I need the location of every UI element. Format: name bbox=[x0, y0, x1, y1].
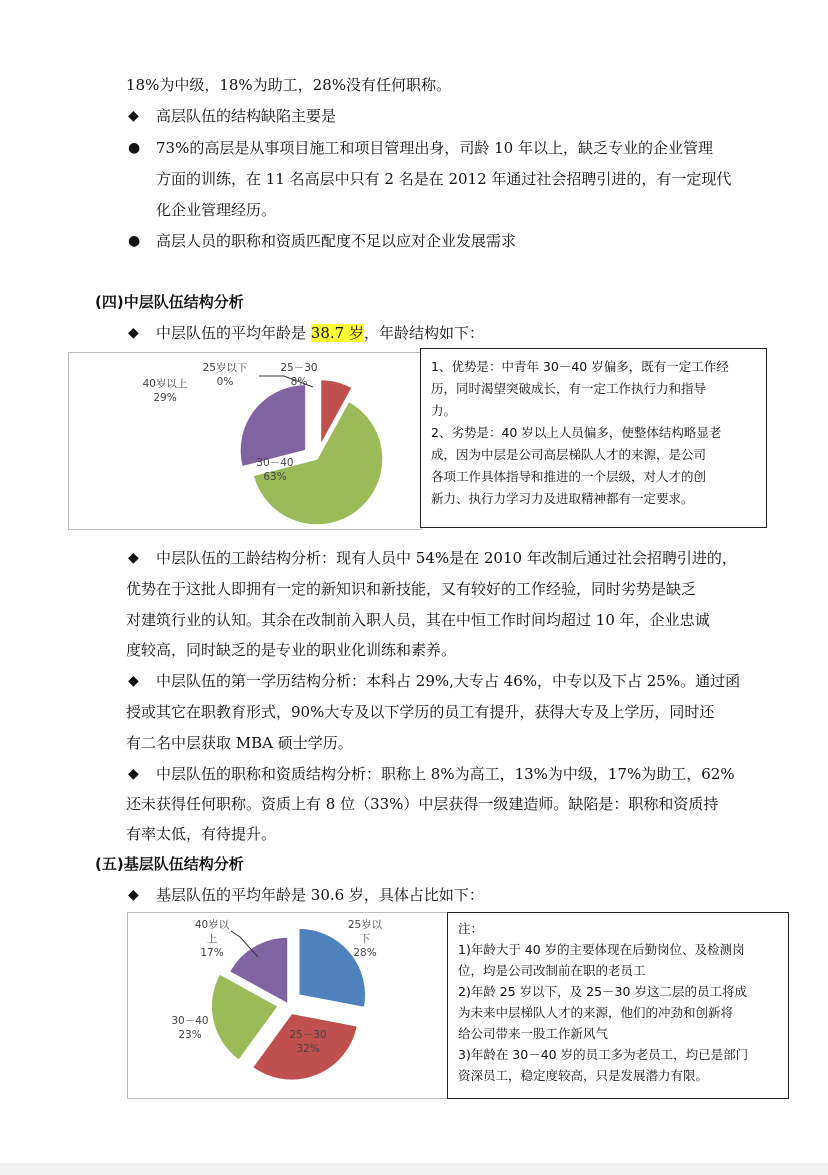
section-heading: (五)基层队伍结构分析 bbox=[95, 855, 244, 873]
note-line: 各项工作具体指导和推进的一个层级，对人才的创 bbox=[431, 469, 707, 484]
diamond-bullet-icon: ◆ bbox=[128, 108, 139, 124]
note-line: 力。 bbox=[431, 403, 457, 418]
pie-data-label: 25－30 32% bbox=[289, 1029, 327, 1055]
intro-text: 中层队伍的平均年龄是 bbox=[156, 324, 311, 342]
diamond-bullet-icon: ◆ bbox=[128, 766, 139, 782]
dot-bullet-icon: ● bbox=[128, 140, 141, 156]
note-line: 给公司带来一股工作新风气 bbox=[458, 1026, 609, 1041]
pie-data-label: 40岁以上 17% bbox=[194, 919, 230, 959]
paragraph-line: 中层队伍的工龄结构分析：现有人员中 54%是在 2010 年改制后通过社会招聘引进的， bbox=[156, 549, 737, 567]
paragraph-line: 对建筑行业的认知。其余在改制前入职人员，其在中恒工作时间均超过 10 年，企业忠诚 bbox=[126, 611, 710, 629]
note-line: 2、劣势是：40 岁以上人员偏多，使整体结构略显老 bbox=[431, 425, 722, 440]
paragraph-line: 授或其它在职教育形式，90%大专及以下学历的员工有提升，获得大专及上学历，同时还 bbox=[126, 703, 715, 721]
pie-data-label: 25岁以下 0% bbox=[202, 362, 248, 388]
text-line: 18%为中级，18%为助工，28%没有任何职称。 bbox=[126, 76, 452, 94]
diamond-bullet-icon: ◆ bbox=[128, 673, 139, 689]
section-heading: (四)中层队伍结构分析 bbox=[95, 293, 244, 311]
paragraph-line: 中层队伍的职称和资质结构分析：职称上 8%为高工，13%为中级，17%为助工，62% bbox=[156, 765, 735, 783]
diamond-bullet-icon: ◆ bbox=[128, 887, 139, 903]
pie-slice bbox=[240, 384, 306, 466]
paragraph-line: 中层队伍的第一学历结构分析：本科占 29%,大专占 46%，中专以及下占 25%。通过函 bbox=[156, 672, 741, 690]
bullet-text: 73%的高层是从事项目施工和项目管理出身，司龄 10 年以上，缺乏专业的企业管理 bbox=[156, 139, 713, 157]
pie-data-label: 40岁以上 29% bbox=[142, 378, 188, 404]
bullet-text: 方面的训练，在 11 名高层中只有 2 名是在 2012 年通过社会招聘引进的，有一定现代 bbox=[156, 170, 732, 188]
note-line: 历，同时渴望突破成长，有一定工作执行力和指导 bbox=[431, 381, 707, 396]
pie-chart-frame bbox=[68, 352, 422, 530]
pie-data-label: 30－40 63% bbox=[256, 457, 294, 483]
note-line: 成，因为中层是公司高层梯队人才的来源，是公司 bbox=[431, 447, 707, 462]
note-line: 1、优势是：中青年 30－40 岁偏多，既有一定工作经 bbox=[431, 359, 729, 374]
page-bottom-strip bbox=[0, 1163, 828, 1175]
pie-chart-frame bbox=[127, 912, 449, 1099]
paragraph-line: 有率太低，有待提升。 bbox=[126, 825, 277, 843]
dot-bullet-icon: ● bbox=[128, 233, 141, 249]
bullet-text: 高层人员的职称和资质匹配度不足以应对企业发展需求 bbox=[156, 232, 517, 250]
pie-data-label: 30－40 23% bbox=[171, 1015, 209, 1041]
paragraph-line: 有二名中层获取 MBA 硕士学历。 bbox=[126, 734, 353, 752]
diamond-bullet-icon: ◆ bbox=[128, 550, 139, 566]
section-intro bbox=[156, 322, 484, 344]
note-line: 3)年龄在 30－40 岁的员工多为老员工，均已是部门 bbox=[458, 1047, 749, 1062]
highlighted-age: 38.7 岁 bbox=[310, 324, 364, 342]
paragraph-line: 优势在于这批人即拥有一定的新知识和新技能，又有较好的工作经验，同时劣势是缺乏 bbox=[126, 580, 697, 598]
paragraph-line: 度较高，同时缺乏的是专业的职业化训练和素养。 bbox=[126, 641, 457, 659]
paragraph-line: 还未获得任何职称。资质上有 8 位（33%）中层获得一级建造师。缺陷是：职称和资质持 bbox=[126, 795, 719, 813]
note-line: 为未来中层梯队人才的来源，他们的冲劲和创新将 bbox=[458, 1005, 734, 1020]
note-line: 新力、执行力学习力及进取精神都有一定要求。 bbox=[431, 491, 694, 506]
note-line: 资深员工，稳定度较高，只是发展潜力有限。 bbox=[458, 1068, 709, 1083]
diamond-bullet-icon: ◆ bbox=[128, 325, 139, 341]
pie-chart-grassroots bbox=[128, 913, 448, 1098]
analysis-note-box bbox=[447, 912, 789, 1099]
note-line: 注： bbox=[458, 921, 484, 936]
note-line: 位，均是公司改制前在职的老员工 bbox=[458, 963, 646, 978]
analysis-note-box bbox=[420, 348, 767, 528]
bullet-text: 化企业管理经历。 bbox=[156, 201, 277, 219]
pie-data-label: 25岁以下 28% bbox=[347, 919, 383, 959]
pie-chart-middle-management bbox=[69, 353, 421, 529]
intro-text: ，年龄结构如下： bbox=[363, 324, 484, 342]
pie-data-label: 25－30 8% bbox=[280, 362, 318, 388]
note-line: 2)年龄 25 岁以下，及 25－30 岁这二层的员工将成 bbox=[458, 984, 747, 999]
section-intro: 基层队伍的平均年龄是 30.6 岁，具体占比如下： bbox=[156, 886, 484, 904]
note-line: 1)年龄大于 40 岁的主要体现在后勤岗位、及检测岗 bbox=[458, 942, 745, 957]
bullet-text: 高层队伍的结构缺陷主要是 bbox=[156, 107, 337, 125]
pie-slice bbox=[299, 928, 366, 1008]
